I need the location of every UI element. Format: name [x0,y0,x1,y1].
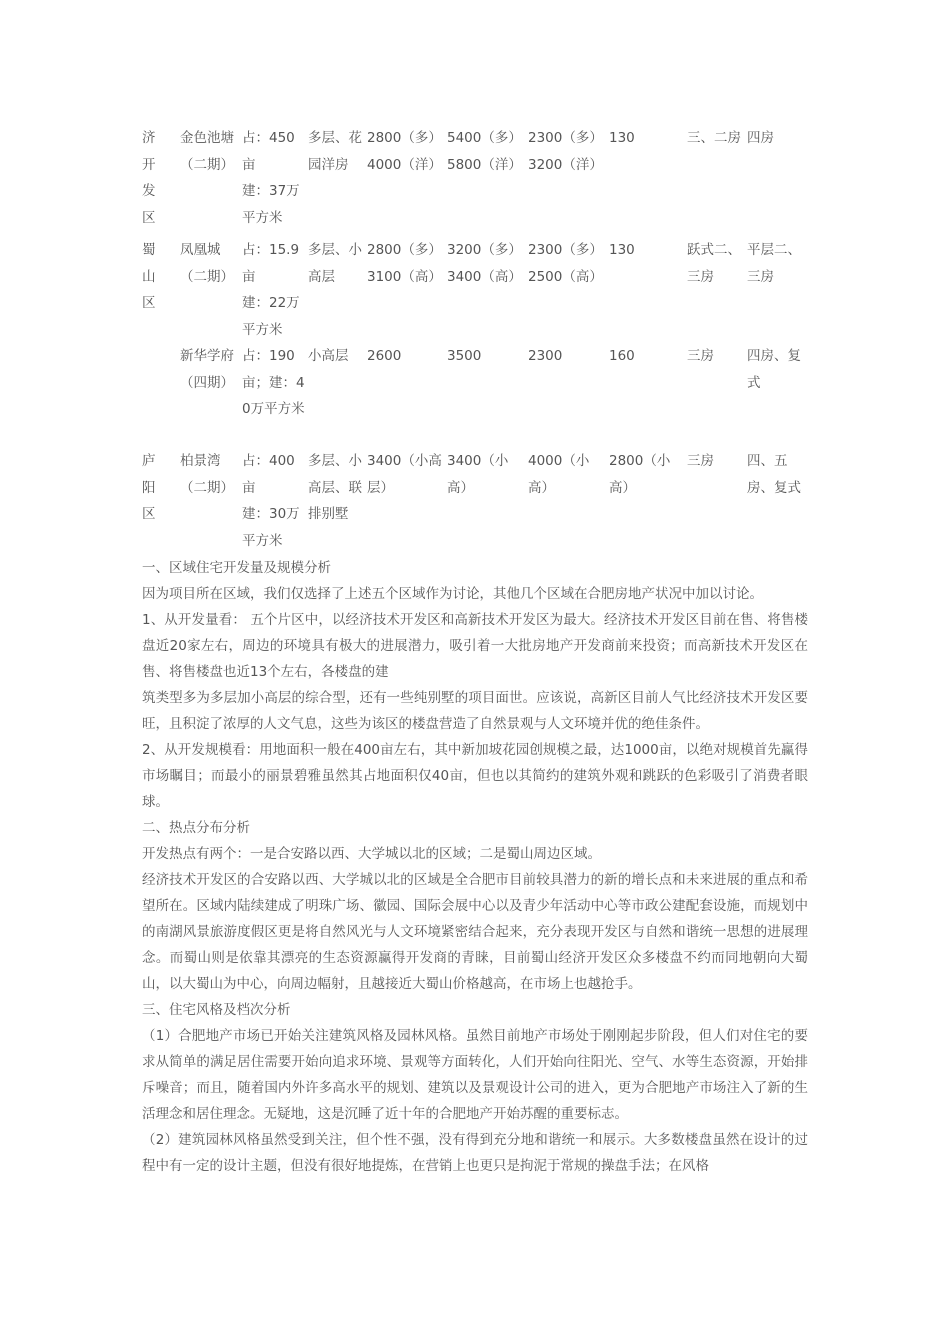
cell-type: 多层、小高层 [308,242,362,285]
cell-size: 2800（小高） [609,453,671,496]
table-row [142,448,812,556]
section-heading: 二、热点分布分析 [142,820,250,836]
cell-other-unit: 平层二、三房 [747,242,801,285]
cell-area: 占：15.9亩 建：22万平方米 [242,242,300,338]
cell-type: 小高层 [308,348,349,364]
cell-district: 济 开 发 区 [142,130,156,226]
cell-main-unit: 三房 [687,348,714,364]
cell-area: 占：190亩；建：40万平方米 [242,348,305,417]
cell-type: 多层、花园洋房 [308,130,362,173]
paragraph: 1、从开发量看： 五个片区中，以经济技术开发区和高新技术开发区为最大。经济技术开发区目前在售、将售楼盘近20家左右，周边的环境具有极大的进展潜力，吸引着一大批房地产开发商前来投资；而高新技术开发区在售、将售楼盘也近13个左右，各楼盘的建 [142,612,808,680]
cell-area: 占：400亩 建：30万平方米 [242,453,300,549]
cell-price: 2300（多） 3200（洋） [528,130,603,173]
cell-area: 占：450亩 建：37万平方米 [242,130,300,226]
cell-price: 4000（小高） [528,453,590,496]
cell-sale: 3200（多） 3400（高） [447,242,522,285]
section-heading: 三、住宅风格及档次分析 [142,1002,291,1018]
cell-cost: 2600 [367,348,402,364]
cell-main-unit: 三房 [687,453,714,469]
cell-price: 2300（多） 2500（高） [528,242,603,285]
cell-project: 凤凰城（二期） [180,242,234,285]
cell-project: 金色池塘（二期） [180,130,234,173]
paragraph: 因为项目所在区域，我们仅选择了上述五个区域作为讨论，其他几个区域在合肥房地产状况中加以讨论。 [142,586,763,602]
cell-project: 柏景湾（二期） [180,453,234,496]
cell-sale: 5400（多） 5800（洋） [447,130,522,173]
cell-project: 新华学府（四期） [180,348,234,391]
cell-other-unit: 四房 [747,130,774,146]
paragraph: 经济技术开发区的合安路以西、大学城以北的区域是全合肥市目前较具潜力的新的增长点和未来进展的重点和希望所在。区域内陆续建成了明珠广场、徽园、国际会展中心以及青少年活动中心等市政公建配套设施，而规划中的南湖风景旅游度假区更是将自然风光与人文环境紧密结合起来，充分表现开发区与自然和谐统一思想的进展理念。而蜀山则是依靠其漂亮的生态资源赢得开发商的青睐，目前蜀山经济开发区众多楼盘不约而同地朝向大蜀山，以大蜀山为中心，向周边幅射，且越接近大蜀山价格越高，在市场上也越抢手。 [142,872,808,992]
cell-other-unit: 四房、复式 [747,348,801,391]
paragraph: （2）建筑园林风格虽然受到关注，但个性不强，没有得到充分地和谐统一和展示。大多数楼盘虽然在设计的过程中有一定的设计主题，但没有很好地提炼，在营销上也更只是拘泥于常规的操盘手法；在风格 [142,1132,808,1174]
housing-table [142,125,812,556]
body-text [142,555,808,1179]
cell-cost: 3400（小高层） [367,453,442,496]
table-row [142,343,812,448]
cell-size: 130 [609,130,635,146]
cell-main-unit: 跃式二、三房 [687,242,741,285]
cell-size: 130 [609,242,635,258]
paragraph: 开发热点有两个：一是合安路以西、大学城以北的区域；二是蜀山周边区域。 [142,846,601,862]
cell-type: 多层、小高层、联排别墅 [308,453,362,522]
paragraph: 筑类型多为多层加小高层的综合型，还有一些纯别墅的项目面世。应该说，高新区目前人气比经济技术开发区要旺，且积淀了浓厚的人文气息，这些为该区的楼盘营造了自然景观与人文环境并优的绝佳条件。 [142,690,808,732]
section-heading: 一、区域住宅开发量及规模分析 [142,560,331,576]
cell-district: 庐 阳 区 [142,453,156,522]
cell-main-unit: 三、二房 [687,130,741,146]
cell-sale: 3400（小高） [447,453,509,496]
paragraph: （1）合肥地产市场已开始关注建筑风格及园林风格。虽然目前地产市场处于刚刚起步阶段，但人们对住宅的要求从简单的满足居住需要开始向追求环境、景观等方面转化，人们开始向往阳光、空气、水等生态资源，开始排斥噪音；而且，随着国内外许多高水平的规划、建筑以及景观设计公司的进入，更为合肥地产市场注入了新的生活理念和居住理念。无疑地，这是沉睡了近十年的合肥地产开始苏醒的重要标志。 [142,1028,808,1122]
table-row [142,125,812,237]
cell-cost: 2800（多） 4000（洋） [367,130,442,173]
cell-price: 2300 [528,348,563,364]
cell-district: 蜀 山 区 [142,242,156,311]
table-row [142,237,812,343]
cell-size: 160 [609,348,635,364]
cell-sale: 3500 [447,348,482,364]
paragraph: 2、从开发规模看：用地面积一般在400亩左右，其中新加坡花园创规模之最，达1000亩，以绝对规模首先赢得市场瞩目；而最小的丽景碧雅虽然其占地面积仅40亩，但也以其简约的建筑外观和跳跃的色彩吸引了消费者眼球。 [142,742,808,810]
cell-other-unit: 四、五房、复式 [747,453,801,496]
cell-cost: 2800（多） 3100（高） [367,242,442,285]
